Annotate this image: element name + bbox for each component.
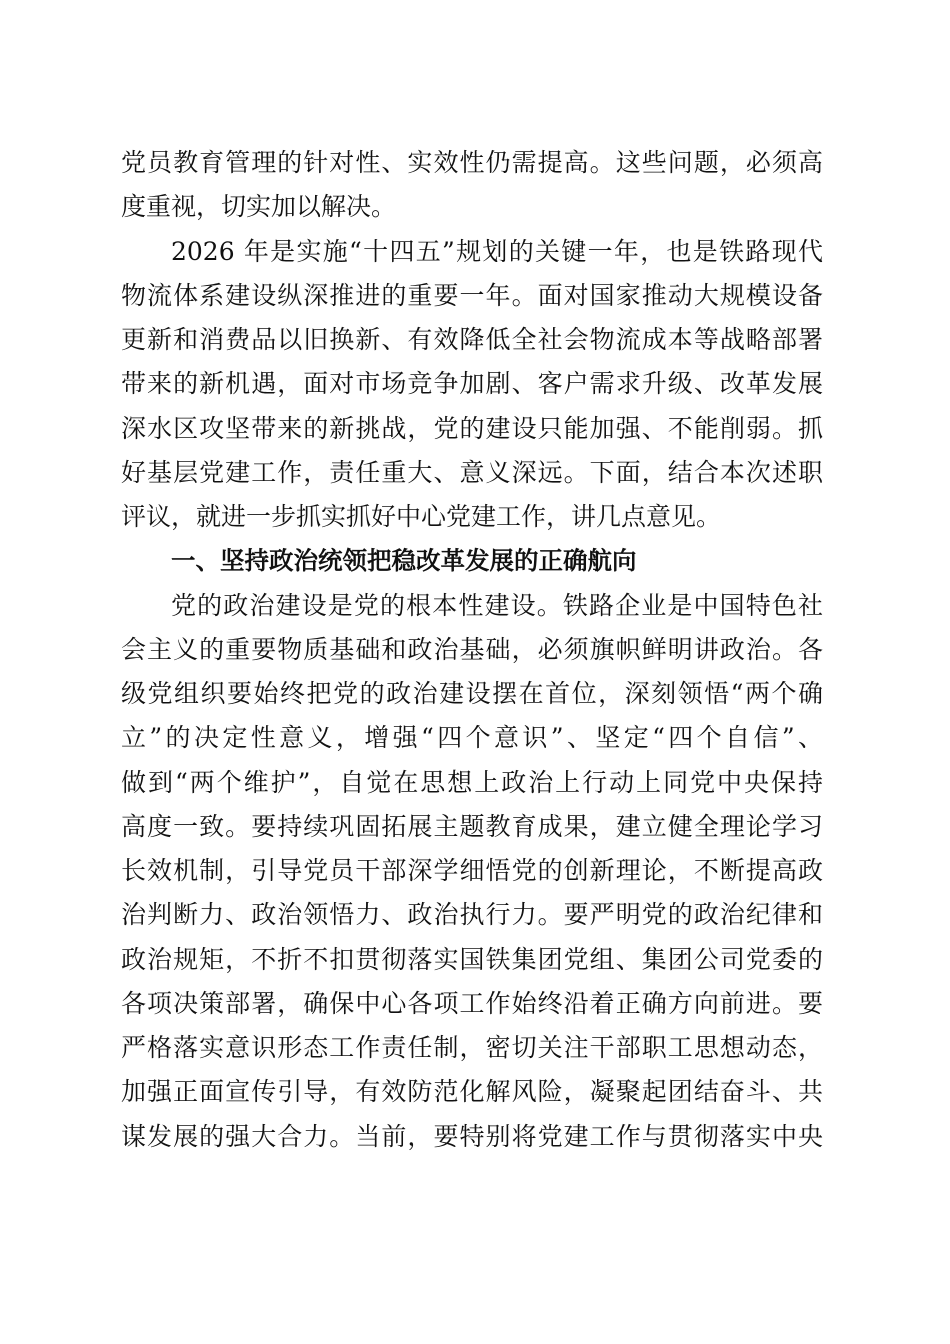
paragraph-line: 政治规矩，不折不扣贯彻落实国铁集团党组、集团公司党委的	[121, 944, 823, 974]
paragraph-line: 加强正面宣传引导，有效防范化解风险，凝聚起团结奋斗、共	[121, 1077, 823, 1107]
paragraph-line: 更新和消费品以旧换新、有效降低全社会物流成本等战略部署	[121, 325, 823, 354]
paragraph-line: 立”的决定性意义，增强“四个意识”、坚定“四个自信”、	[121, 723, 823, 753]
paragraph-line: 会主义的重要物质基础和政治基础，必须旗帜鲜明讲政治。各	[121, 634, 823, 664]
paragraph-line: 物流体系建设纵深推进的重要一年。面对国家推动大规模设备	[121, 280, 823, 310]
paragraph-line: 治判断力、政治领悟力、政治执行力。要严明党的政治纪律和	[121, 900, 823, 930]
paragraph-line: 好基层党建工作，责任重大、意义深远。下面，结合本次述职	[121, 457, 823, 487]
paragraph-line: 2026 年是实施“十四五”规划的关键一年，也是铁路现代	[171, 236, 823, 266]
paragraph-line: 度重视，切实加以解决。	[121, 192, 397, 222]
paragraph-line: 带来的新机遇，面对市场竞争加剧、客户需求升级、改革发展	[121, 369, 823, 399]
paragraph-line: 做到“两个维护”，自觉在思想上政治上行动上同党中央保持	[121, 767, 823, 797]
section-heading: 一、坚持政治统领把稳改革发展的正确航向	[171, 546, 637, 576]
paragraph-line: 各项决策部署，确保中心各项工作始终沿着正确方向前进。要	[121, 988, 823, 1018]
paragraph-line: 严格落实意识形态工作责任制，密切关注干部职工思想动态，	[121, 1033, 823, 1062]
paragraph-line: 级党组织要始终把党的政治建设摆在首位，深刻领悟“两个确	[121, 679, 823, 708]
paragraph-line: 评议，就进一步抓实抓好中心党建工作，讲几点意见。	[121, 502, 722, 531]
paragraph-line: 党员教育管理的针对性、实效性仍需提高。这些问题，必须高	[121, 148, 823, 177]
paragraph-line: 长效机制，引导党员干部深学细悟党的创新理论，不断提高政	[121, 856, 823, 885]
paragraph-line: 深水区攻坚带来的新挑战，党的建设只能加强、不能削弱。抓	[121, 413, 823, 443]
paragraph-line: 高度一致。要持续巩固拓展主题教育成果，建立健全理论学习	[121, 811, 823, 841]
paragraph-line: 党的政治建设是党的根本性建设。铁路企业是中国特色社	[171, 590, 823, 620]
document-body	[121, 141, 823, 1159]
paragraph-line: 谋发展的强大合力。当前，要特别将党建工作与贯彻落实中央	[121, 1121, 823, 1151]
